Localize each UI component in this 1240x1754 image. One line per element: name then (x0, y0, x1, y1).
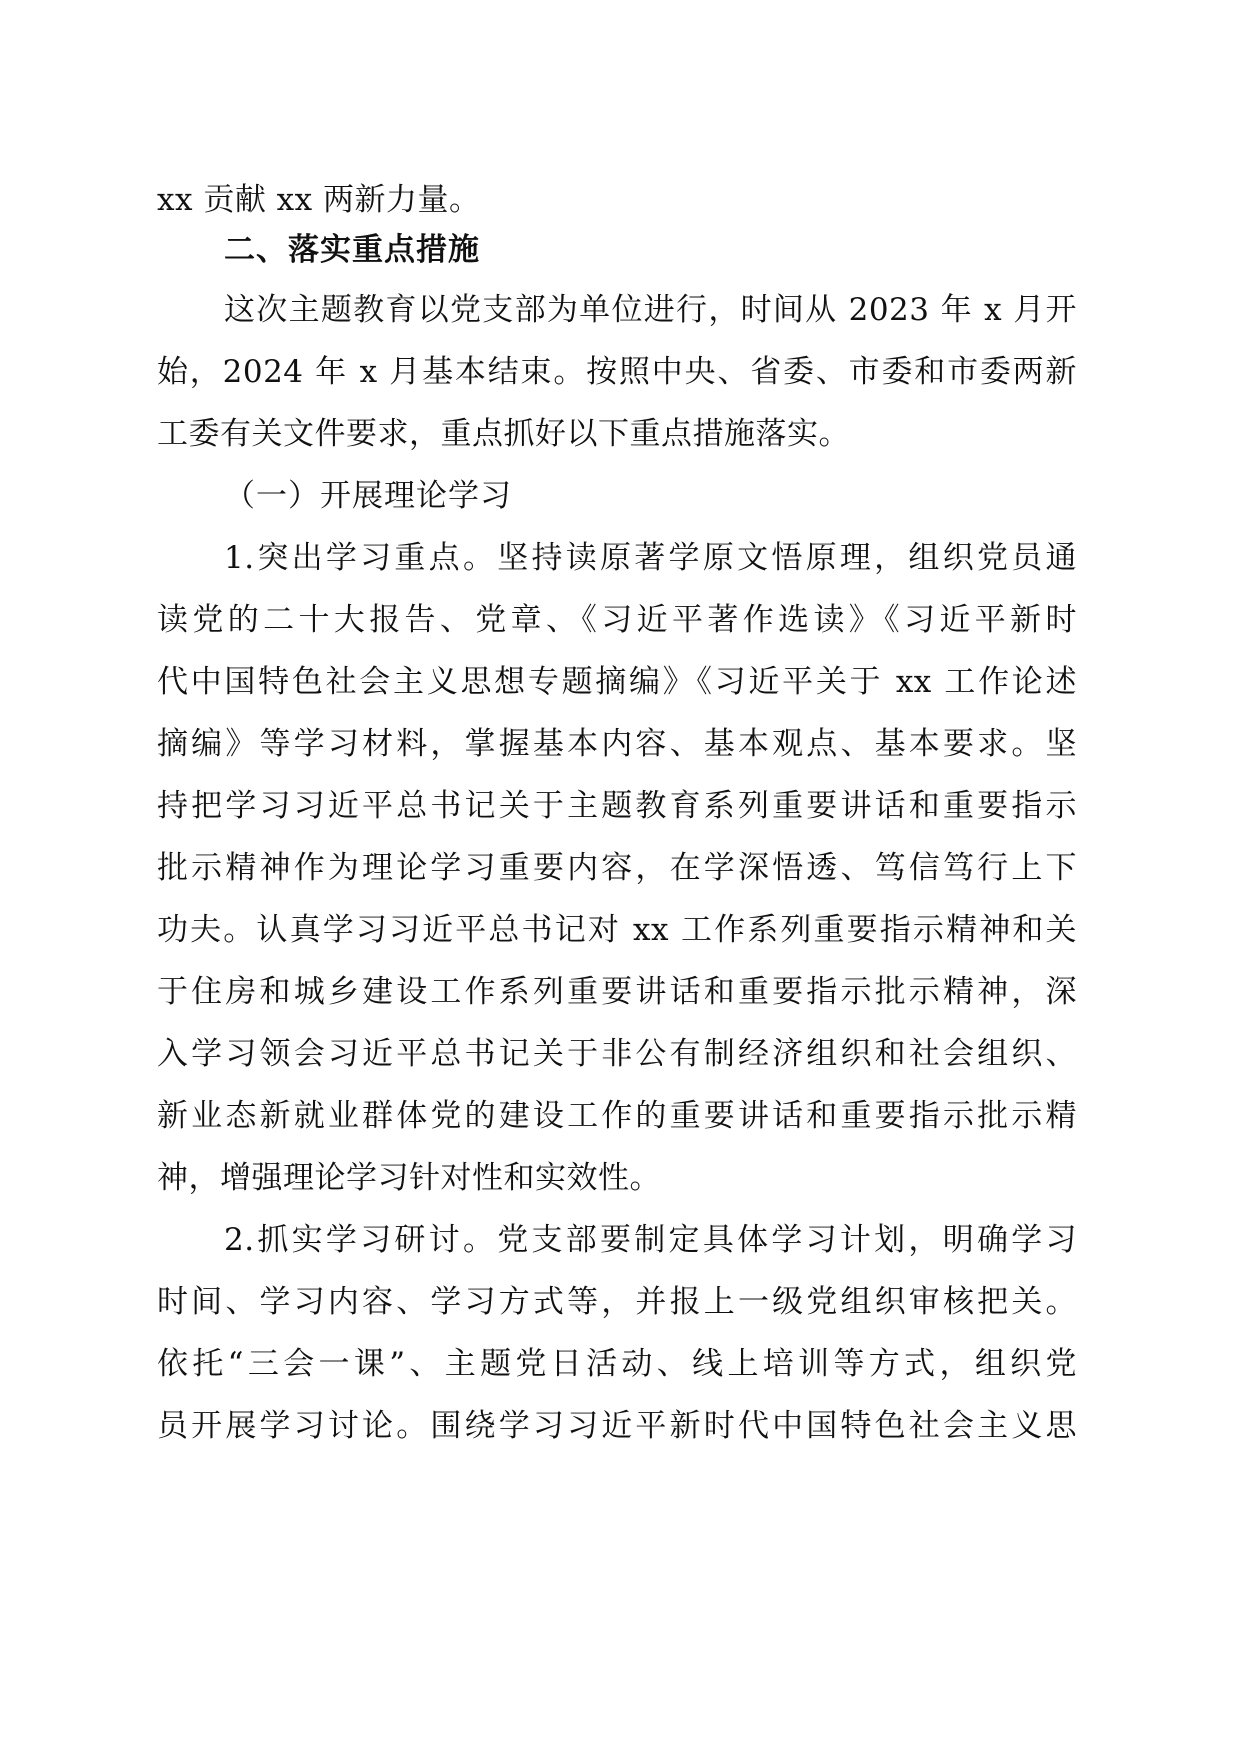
paragraph-line: 工委有关文件要求，重点抓好以下重点措施落实。 (157, 416, 850, 452)
paragraph-line: 新业态新就业群体党的建设工作的重要讲话和重要指示批示精 (157, 1098, 1077, 1134)
paragraph-line: 这次主题教育以党支部为单位进行，时间从 2023 年 x 月开 (224, 292, 1077, 328)
paragraph-line: 持把学习习近平总书记关于主题教育系列重要讲话和重要指示 (157, 788, 1077, 824)
paragraph-line: 1.突出学习重点。坚持读原著学原文悟原理，组织党员通 (224, 540, 1077, 576)
paragraph-line: 始，2024 年 x 月基本结束。按照中央、省委、市委和市委两新 (157, 354, 1077, 390)
section-heading: 二、落实重点措施 (224, 232, 480, 268)
paragraph-line: 时间、学习内容、学习方式等，并报上一级党组织审核把关。 (157, 1284, 1077, 1320)
paragraph-line: 入学习领会习近平总书记关于非公有制经济组织和社会组织、 (157, 1036, 1077, 1072)
paragraph-line: 神，增强理论学习针对性和实效性。 (157, 1160, 661, 1196)
paragraph-line: 员开展学习讨论。围绕学习习近平新时代中国特色社会主义思 (157, 1408, 1077, 1444)
paragraph-line: 摘编》等学习材料，掌握基本内容、基本观点、基本要求。坚 (157, 726, 1077, 762)
paragraph-line: 依托“三会一课”、主题党日活动、线上培训等方式，组织党 (157, 1346, 1077, 1382)
subsection-heading: （一）开展理论学习 (224, 478, 512, 514)
paragraph-line: 读党的二十大报告、党章、《习近平著作选读》《习近平新时 (157, 602, 1077, 638)
paragraph-line: 2.抓实学习研讨。党支部要制定具体学习计划，明确学习 (224, 1222, 1077, 1258)
paragraph-line: 功夫。认真学习习近平总书记对 xx 工作系列重要指示精神和关 (157, 912, 1077, 948)
paragraph-line: 批示精神作为理论学习重要内容，在学深悟透、笃信笃行上下 (157, 850, 1077, 886)
paragraph-continuation: xx 贡献 xx 两新力量。 (157, 182, 481, 218)
paragraph-line: 于住房和城乡建设工作系列重要讲话和重要指示批示精神，深 (157, 974, 1077, 1010)
paragraph-line: 代中国特色社会主义思想专题摘编》《习近平关于 xx 工作论述 (157, 664, 1077, 700)
